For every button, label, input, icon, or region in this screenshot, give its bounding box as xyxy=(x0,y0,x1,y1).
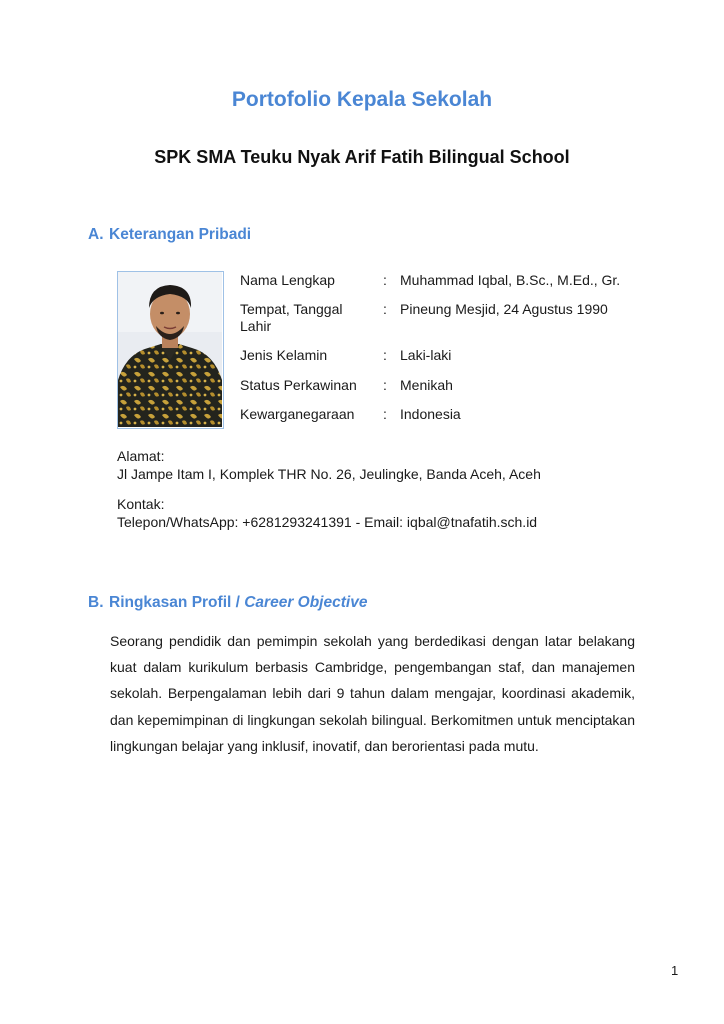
portrait-image xyxy=(118,272,222,427)
field-label: Status Perkawinan xyxy=(240,377,357,393)
section-a-title: Keterangan Pribadi xyxy=(109,226,252,243)
page-number: 1 xyxy=(671,963,679,978)
field-label: Tempat, Tanggal Lahir xyxy=(240,301,343,334)
contact-text: Telepon/WhatsApp: +6281293241391 - Email: iqbal@tnafatih.sch.id xyxy=(117,514,538,530)
address-text: Jl Jampe Itam I, Komplek THR No. 26, Jeulingke, Banda Aceh, Aceh xyxy=(117,466,541,482)
profile-photo xyxy=(117,271,224,429)
section-b-title: Ringkasan Profil / xyxy=(109,594,245,611)
contact-label: Kontak: xyxy=(117,496,165,512)
section-a-heading xyxy=(88,226,251,244)
section-a-letter: A. xyxy=(88,226,104,243)
field-label: Jenis Kelamin xyxy=(240,347,328,363)
field-colon: : xyxy=(383,377,387,393)
section-b-heading xyxy=(88,594,367,612)
school-name: SPK SMA Teuku Nyak Arif Fatih Bilingual School xyxy=(154,147,570,167)
field-value: Menikah xyxy=(400,377,453,393)
address-label: Alamat: xyxy=(117,448,165,464)
address-block xyxy=(117,447,541,483)
field-colon: : xyxy=(383,406,387,422)
field-value: Pineung Mesjid, 24 Agustus 1990 xyxy=(400,301,608,317)
field-value: Indonesia xyxy=(400,406,461,422)
profile-summary: Seorang pendidik dan pemimpin sekolah yang berdedikasi dengan latar belakang kuat dalam kurikulum berbasis Cambridge, pengembangan staf, dan manajemen sekolah. Berpengalaman lebih dari 9 tahun dalam mengajar, koordinasi akademik, dan kepemimpinan di lingkungan sekolah bilingual. Berkomitmen untuk menciptakan lingkungan belajar yang inklusif, inovatif, dan berorientasi pada mutu. xyxy=(110,633,635,754)
field-colon: : xyxy=(383,272,387,288)
field-value: Laki-laki xyxy=(400,347,452,363)
section-b-title-italic: Career Objective xyxy=(244,594,368,611)
field-label: Kewarganegaraan xyxy=(240,406,355,422)
field-colon: : xyxy=(383,347,387,363)
field-colon: : xyxy=(383,301,387,317)
section-b-letter: B. xyxy=(88,594,104,611)
field-value: Muhammad Iqbal, B.Sc., M.Ed., Gr. xyxy=(400,272,621,288)
page-title: Portofolio Kepala Sekolah xyxy=(231,88,493,111)
contact-block xyxy=(117,495,537,531)
field-label: Nama Lengkap xyxy=(240,272,335,288)
